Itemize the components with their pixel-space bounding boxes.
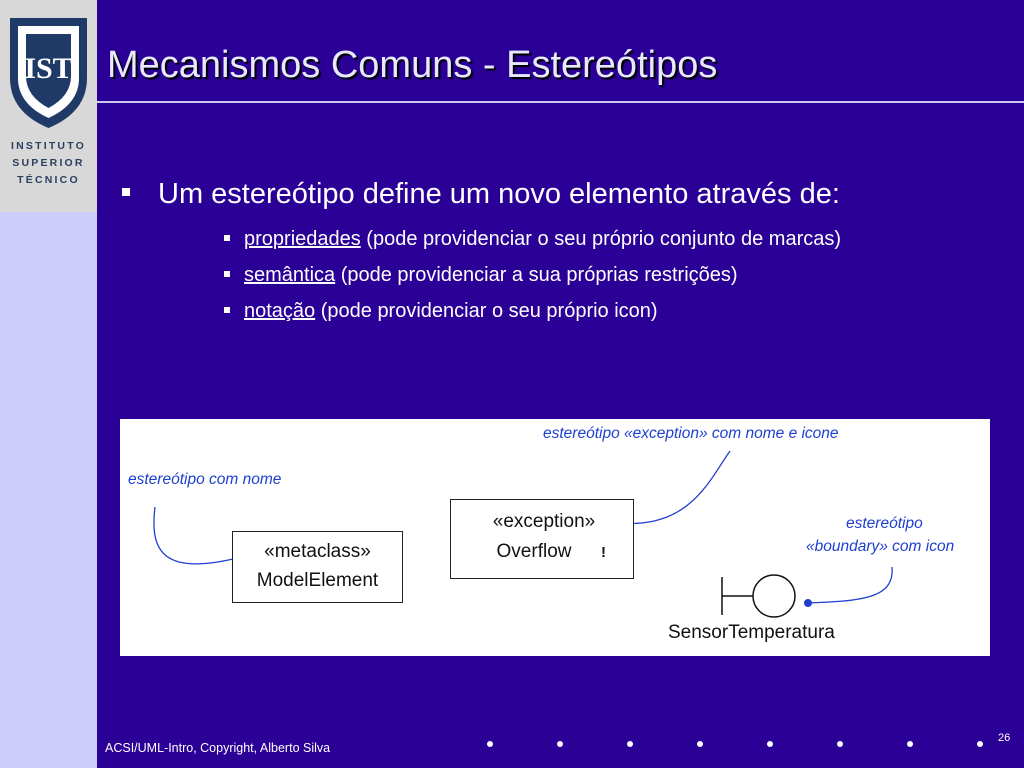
bullet-square-icon: [122, 188, 130, 196]
bullet-square-icon: [224, 235, 230, 241]
title-divider: [97, 101, 1024, 103]
annotation-boundary-line1: estereótipo: [846, 515, 923, 532]
ist-shield-icon: [0, 0, 97, 130]
footer-dot: [487, 741, 493, 747]
ist-logo: [0, 0, 97, 212]
main-bullet: [122, 178, 840, 211]
bullet-square-icon: [224, 307, 230, 313]
metaclass-name: ModelElement: [256, 570, 379, 591]
sub-bullet-semantica: [224, 264, 738, 287]
bullet-square-icon: [224, 271, 230, 277]
sub-bullet-text: (pode providenciar o seu próprio conjunto de marcas): [360, 228, 842, 250]
svg-text:IST: IST: [24, 52, 73, 85]
footer-dot: [767, 741, 773, 747]
footer-dot: [907, 741, 913, 747]
logo-line-3: TÉCNICO: [17, 174, 80, 186]
exception-name: Overflow: [496, 541, 572, 562]
footer-dot: [837, 741, 843, 747]
logo-line-1: INSTITUTO: [10, 140, 87, 152]
sub-bullet-text: (pode providenciar a sua próprias restrições): [335, 264, 738, 286]
footer-dot: [697, 741, 703, 747]
exception-stereotype: «exception»: [492, 511, 596, 532]
sub-bullet-term: propriedades: [244, 228, 361, 250]
uml-stereotype-diagram: [120, 419, 990, 656]
boundary-icon: [753, 575, 795, 617]
sub-bullet-term: notação: [244, 300, 316, 322]
logo-line-2: SUPERIOR: [12, 157, 85, 169]
footer-copyright: ACSI/UML-Intro, Copyright, Alberto Silva: [105, 741, 331, 755]
main-bullet-text: Um estereótipo define um novo elemento através de:: [158, 178, 840, 210]
sub-bullet-notacao: [224, 300, 658, 323]
warning-glyph: !: [601, 544, 606, 561]
annotation-boundary-line2: «boundary» com icon: [806, 538, 955, 555]
footer-dot: [977, 741, 983, 747]
annotation-exception: estereótipo «exception» com nome e icone: [543, 425, 839, 442]
connector-boundary-curve: [808, 567, 892, 603]
sub-bullet-term: semântica: [244, 264, 336, 286]
metaclass-stereotype: «metaclass»: [264, 541, 371, 562]
footer-dot: [557, 741, 563, 747]
annotation-stereotype-name: estereótipo com nome: [128, 471, 282, 488]
page-number: 26: [998, 732, 1011, 744]
connector-exception-curve: [620, 451, 730, 523]
footer-dot: [627, 741, 633, 747]
slide-title: Mecanismos Comuns - Estereótipos: [107, 44, 718, 86]
sub-bullet-text: (pode providenciar o seu próprio icon): [315, 300, 658, 322]
sub-bullet-propriedades: [224, 228, 841, 251]
boundary-name: SensorTemperatura: [668, 622, 835, 643]
connector-dot: [804, 599, 812, 607]
